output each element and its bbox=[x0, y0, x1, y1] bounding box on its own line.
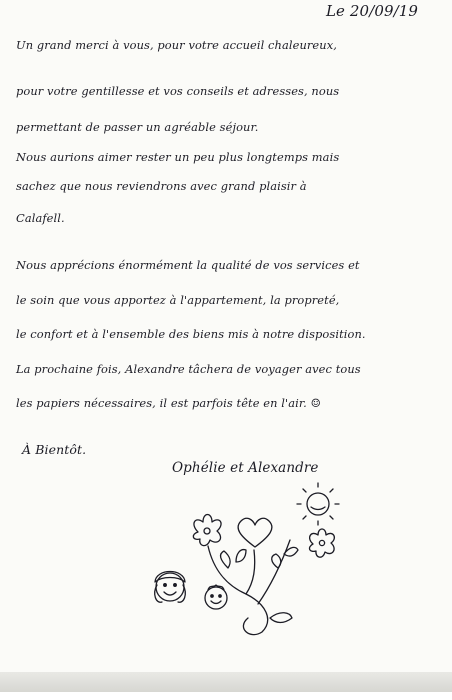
sun-icon bbox=[297, 483, 339, 525]
letter-line-1: Un grand merci à vous, pour votre accueil chaleureux, bbox=[16, 38, 337, 52]
letter-date: Le 20/09/19 bbox=[326, 2, 419, 20]
flower-icon bbox=[193, 515, 221, 546]
doodle-drawing bbox=[140, 472, 370, 644]
letter-line-3: permettant de passer un agréable séjour. bbox=[16, 120, 259, 134]
letter-line-11: les papiers nécessaires, il est parfois tête en l'air. ☺ bbox=[16, 396, 321, 410]
letter-line-2: pour votre gentillesse et vos conseils et adresses, nous bbox=[16, 84, 340, 98]
heart-icon bbox=[238, 518, 272, 547]
letter-line-10: La prochaine fois, Alexandre tâchera de voyager avec tous bbox=[16, 362, 361, 376]
letter-line-5: sachez que nous reviendrons avec grand plaisir à bbox=[16, 179, 307, 193]
letter-line-6: Calafell. bbox=[16, 211, 65, 225]
signature: Ophélie et Alexandre bbox=[172, 460, 319, 476]
letter-line-7: Nous apprécions énormément la qualité de vos services et bbox=[16, 258, 360, 272]
letter-line-4: Nous aurions aimer rester un peu plus longtemps mais bbox=[16, 150, 340, 164]
letter-line-8: le soin que vous apportez à l'appartement, la propreté, bbox=[16, 293, 340, 307]
closing-text: À Bientôt. bbox=[22, 442, 87, 457]
smiley-face-icon bbox=[155, 572, 186, 603]
torn-edge bbox=[0, 692, 452, 700]
smiley-face-icon bbox=[205, 585, 227, 609]
letter-line-9: le confort et à l'ensemble des biens mis à notre disposition. bbox=[16, 327, 366, 341]
flower-icon bbox=[309, 529, 334, 557]
